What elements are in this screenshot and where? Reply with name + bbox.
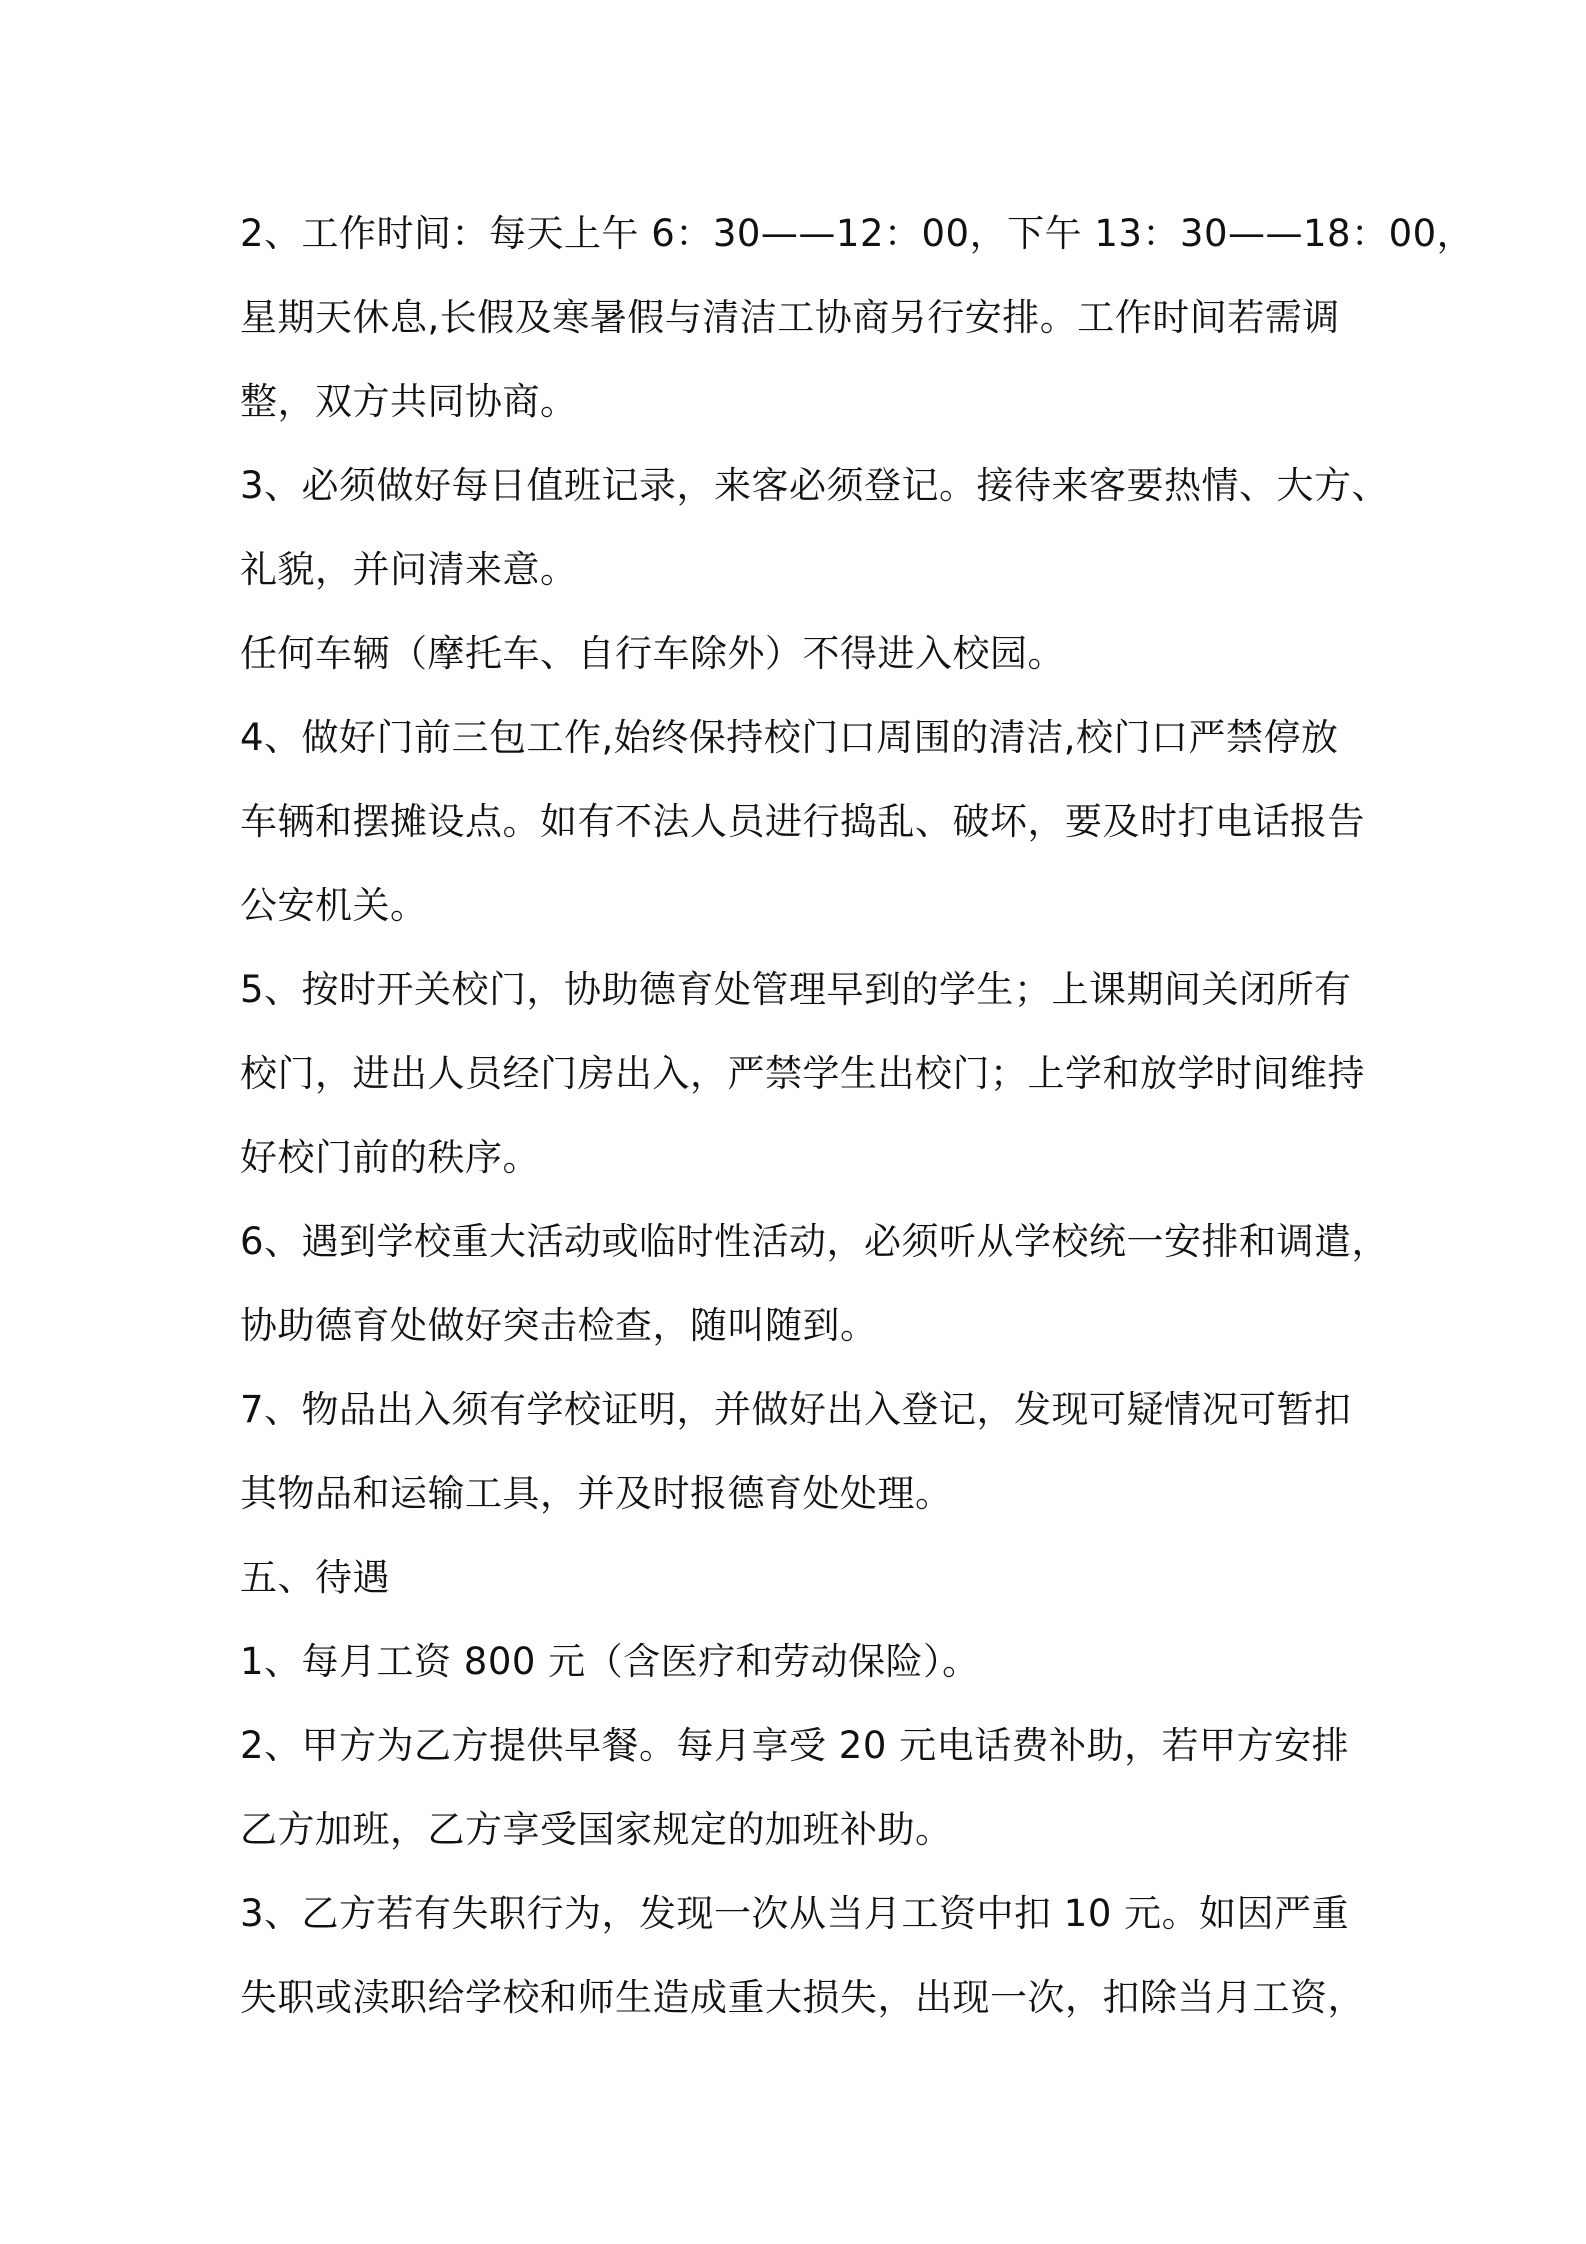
text-line: 整，双方共同协商。 bbox=[240, 380, 578, 423]
text-line: 公安机关。 bbox=[240, 884, 428, 927]
text-line: 乙方加班，乙方享受国家规定的加班补助。 bbox=[240, 1808, 953, 1851]
text-line: 6、遇到学校重大活动或临时性活动，必须听从学校统一安排和调遣， bbox=[240, 1220, 1390, 1263]
text-line: 4、做好门前三包工作,始终保持校门口周围的清洁,校门口严禁停放 bbox=[240, 716, 1339, 759]
text-line: 3、必须做好每日值班记录，来客必须登记。接待来客要热情、大方、 bbox=[240, 464, 1390, 507]
text-line: 2、工作时间：每天上午 6：30——12：00，下午 13：30——18：00， bbox=[240, 212, 1475, 255]
document-body bbox=[240, 192, 1475, 2040]
text-line: 任何车辆（摩托车、自行车除外）不得进入校园。 bbox=[240, 632, 1065, 675]
text-line: 校门，进出人员经门房出入，严禁学生出校门；上学和放学时间维持 bbox=[240, 1052, 1365, 1095]
section-heading: 五、待遇 bbox=[240, 1556, 390, 1599]
text-line: 7、物品出入须有学校证明，并做好出入登记，发现可疑情况可暂扣 bbox=[240, 1388, 1352, 1431]
text-line: 礼貌，并问清来意。 bbox=[240, 548, 578, 591]
text-line: 3、乙方若有失职行为，发现一次从当月工资中扣 10 元。如因严重 bbox=[240, 1892, 1350, 1935]
text-line: 1、每月工资 800 元（含医疗和劳动保险）。 bbox=[240, 1640, 980, 1683]
text-line: 星期天休息,长假及寒暑假与清洁工协商另行安排。工作时间若需调 bbox=[240, 296, 1340, 339]
text-line: 其物品和运输工具，并及时报德育处处理。 bbox=[240, 1472, 953, 1515]
text-line: 好校门前的秩序。 bbox=[240, 1136, 540, 1179]
text-line: 2、甲方为乙方提供早餐。每月享受 20 元电话费补助，若甲方安排 bbox=[240, 1724, 1350, 1767]
text-line: 5、按时开关校门，协助德育处管理早到的学生；上课期间关闭所有 bbox=[240, 968, 1352, 1011]
text-line: 协助德育处做好突击检查，随叫随到。 bbox=[240, 1304, 878, 1347]
text-line: 车辆和摆摊设点。如有不法人员进行捣乱、破坏，要及时打电话报告 bbox=[240, 800, 1365, 843]
text-line: 失职或渎职给学校和师生造成重大损失，出现一次，扣除当月工资， bbox=[240, 1976, 1365, 2019]
